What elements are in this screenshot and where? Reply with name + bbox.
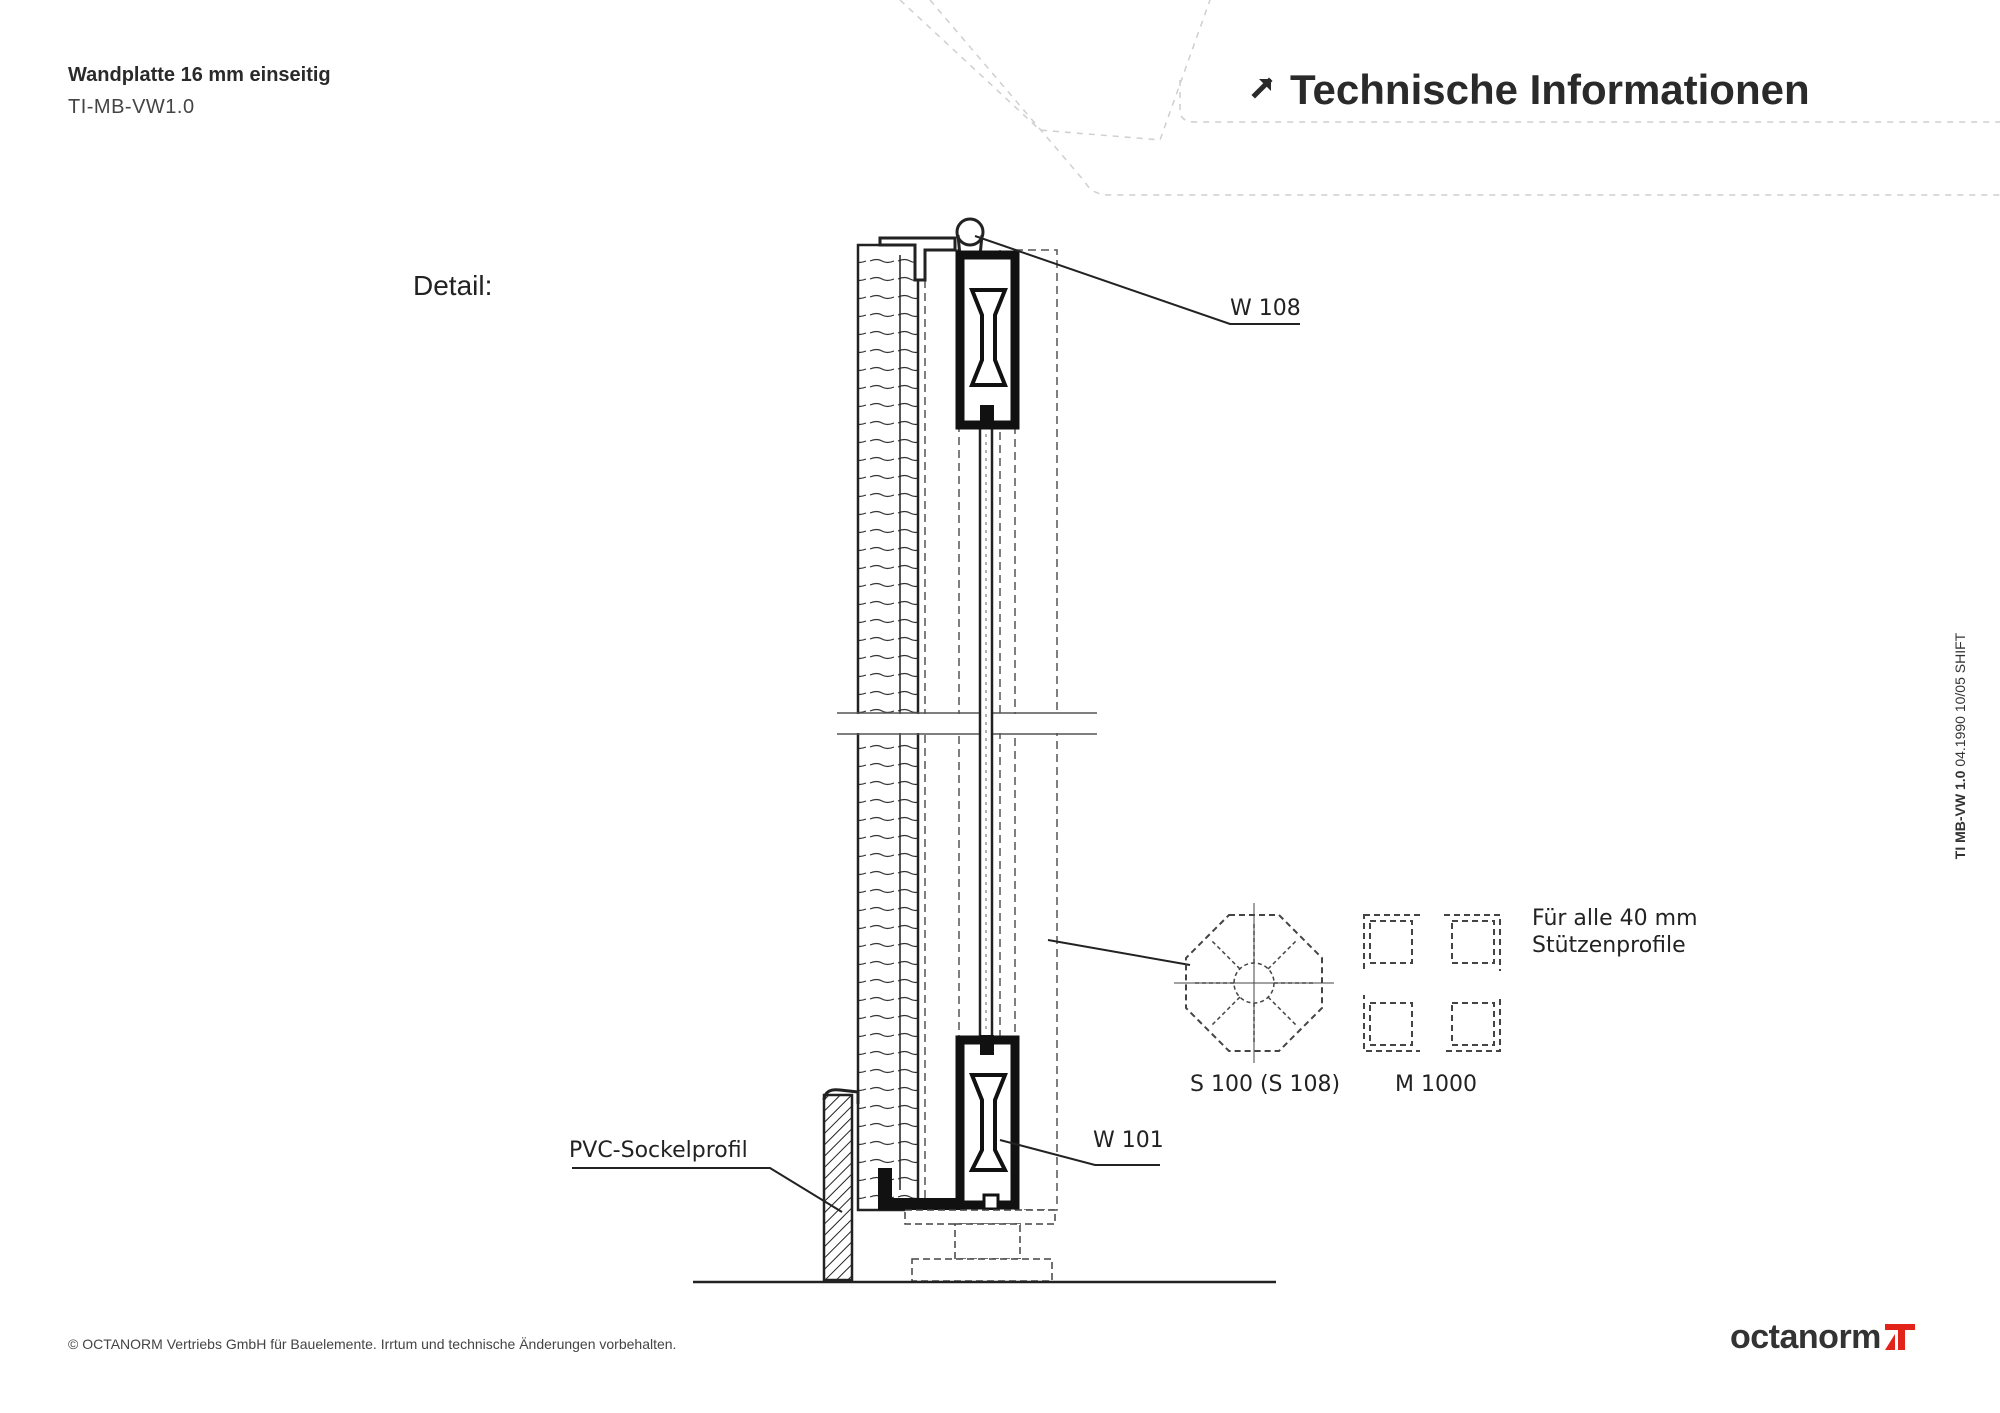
- side-reference-rest: 04.1990 10/05 SHIFT: [1952, 632, 1968, 771]
- side-reference-bold: TI MB-VW 1.0: [1952, 770, 1968, 860]
- profile-m1000: [1360, 911, 1504, 1055]
- footer-copyright: © OCTANORM Vertriebs GmbH für Bauelemente. Irrtum und technische Änderungen vorbehalten.: [68, 1336, 677, 1352]
- label-s100: S 100 (S 108): [1190, 1072, 1341, 1097]
- brand-logo-text: octanorm: [1730, 1318, 1881, 1356]
- label-m1000: M 1000: [1395, 1072, 1477, 1097]
- label-w108: W 108: [1230, 296, 1301, 321]
- detail-label: Detail:: [413, 270, 493, 301]
- label-pvc-sockelprofil: PVC-Sockelprofil: [569, 1138, 748, 1163]
- document-title: Wandplatte 16 mm einseitig: [68, 64, 331, 86]
- label-note-line2: Stützenprofile: [1532, 933, 1686, 958]
- side-reference: [1952, 606, 1968, 886]
- brand-logo: [1730, 1318, 1915, 1357]
- break-lines: [837, 713, 1097, 734]
- section-heading-text: Technische Informationen: [1290, 66, 1810, 113]
- label-note-line1: Für alle 40 mm: [1532, 906, 1698, 931]
- label-w101: W 101: [1093, 1128, 1164, 1153]
- center-rod: [980, 400, 992, 1040]
- pvc-base-profile: [824, 1090, 858, 1280]
- profile-s100: [1174, 903, 1334, 1063]
- document-code: TI-MB-VW1.0: [68, 96, 195, 118]
- adjustable-foot: [905, 1210, 1055, 1281]
- octanorm-mark-icon: [1885, 1324, 1915, 1350]
